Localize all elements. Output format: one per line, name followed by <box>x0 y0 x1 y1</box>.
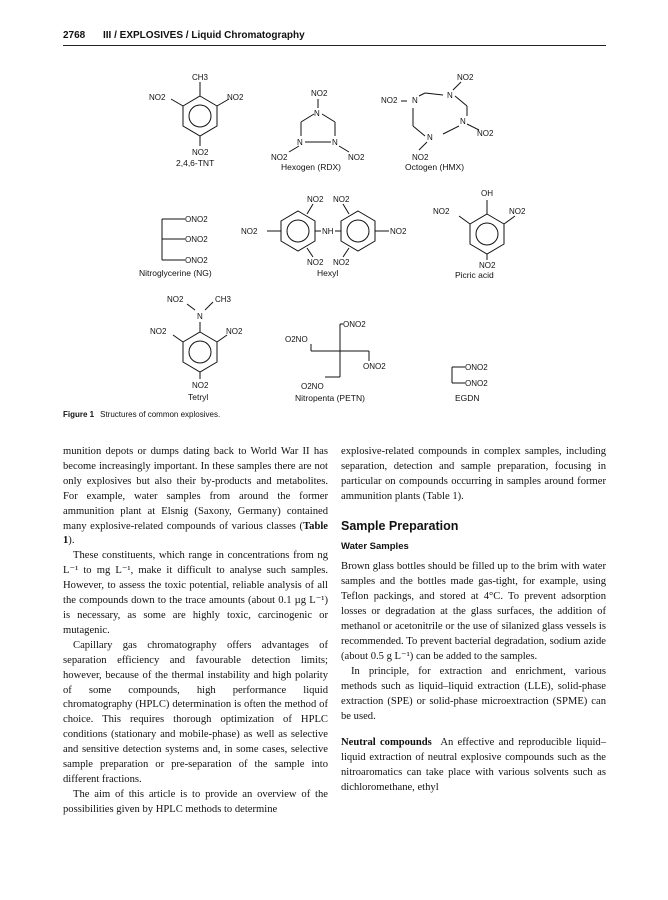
picric-label: Picric acid <box>455 270 494 280</box>
picric-structure <box>433 189 526 280</box>
svg-text:N: N <box>314 109 320 118</box>
svg-text:NO2: NO2 <box>390 227 407 236</box>
paragraph: These constituents, which range in concentrations from ng L⁻¹ to mg L⁻¹, make it difficult to analyse such samples. However, to assess the toxic potential, reliable analysis of all the compounds down to the trace amounts (about 0.1 µg L⁻¹) is necessary, as some are highly toxic, carcinogenic or mutagenic. <box>63 550 328 636</box>
svg-text:ONO2: ONO2 <box>465 363 488 372</box>
rdx-structure <box>271 89 365 172</box>
svg-text:N: N <box>427 133 433 142</box>
tnt-label: 2,4,6-TNT <box>176 158 215 168</box>
svg-text:NO2: NO2 <box>150 327 167 336</box>
svg-text:NO2: NO2 <box>241 227 258 236</box>
svg-text:ONO2: ONO2 <box>185 256 208 265</box>
svg-text:NO2: NO2 <box>226 327 243 336</box>
paragraph: explosive-related compounds in complex samples, including separation, detection and sample preparation, focusing in particular on compounds occurring in samples around former ammunition plants (Table 1). <box>341 446 606 502</box>
hexyl-label: Hexyl <box>317 268 339 278</box>
tnt-ch3: CH3 <box>192 73 209 82</box>
paragraph: In principle, for extraction and enrichment, various methods such as liquid–liquid extraction (LLE), solid-phase extraction (SPE) or solid-phase microextraction (SPME) can be used. <box>341 665 606 722</box>
svg-text:NO2: NO2 <box>348 153 365 162</box>
petn-structure <box>285 320 386 403</box>
caption-text: Structures of common explosives. <box>100 410 221 419</box>
subsection-heading: Water Samples <box>341 540 409 552</box>
run-in-heading: Neutral compounds <box>341 737 432 749</box>
header-rule <box>63 45 606 46</box>
table-ref-link[interactable]: Table 1 <box>63 520 328 547</box>
svg-text:ONO2: ONO2 <box>465 379 488 388</box>
svg-text:NO2: NO2 <box>333 195 350 204</box>
svg-text:NO2: NO2 <box>333 258 350 267</box>
rdx-label: Hexogen (RDX) <box>281 162 341 172</box>
caption-label: Figure 1 <box>63 410 95 419</box>
paragraph: Brown glass bottles should be filled up to the brim with water samples and the bottles made gas-tight, for example, using Teflon packings, and stored at 4°C. To prevent adsorption losses or degradation at the glass surfaces, the addition of methanol or acetonitrile or the use of silanized glass vessels is recommended. To prevent bacterial degradation, sodium azide (about 0.5 g L⁻¹) can be added to the samples. <box>341 561 606 662</box>
svg-text:NO2: NO2 <box>479 261 496 270</box>
right-column <box>341 445 606 796</box>
paragraph: Capillary gas chromatography offers advantages of separation efficiency and favourable detection limits; however, because of the thermal instability and high polarity of some compounds, high performance liquid chromatography (HPLC) determination is often the method of choice. This requires thorough optimization of HPLC conditions (stationary and mobile-phase) as well as selective and sensitive detection systems and, in some cases, selective sample preparation or pre-separation of the sample into different fractions. <box>63 639 328 785</box>
svg-text:ONO2: ONO2 <box>185 215 208 224</box>
egdn-label: EGDN <box>455 393 480 403</box>
svg-text:N: N <box>332 138 338 147</box>
svg-text:NO2: NO2 <box>433 207 450 216</box>
hmx-label: Octogen (HMX) <box>405 162 465 172</box>
svg-text:ONO2: ONO2 <box>363 362 386 371</box>
ng-label: Nitroglycerine (NG) <box>139 268 212 278</box>
egdn-structure <box>452 363 488 403</box>
figure-caption <box>63 410 220 419</box>
figure-1 <box>63 56 606 416</box>
petn-label: Nitropenta (PETN) <box>295 393 365 403</box>
svg-text:NO2: NO2 <box>271 153 288 162</box>
svg-text:N: N <box>297 138 303 147</box>
hmx-structure <box>381 73 494 172</box>
hexyl-structure <box>241 195 407 278</box>
svg-text:NO2: NO2 <box>307 258 324 267</box>
svg-text:NO2: NO2 <box>477 129 494 138</box>
section-title: III / EXPLOSIVES / Liquid Chromatography <box>103 30 305 41</box>
chemical-structures <box>63 56 606 406</box>
svg-text:N: N <box>460 117 466 126</box>
svg-text:NO2: NO2 <box>311 89 328 98</box>
svg-text:NO2: NO2 <box>381 96 398 105</box>
left-column <box>63 445 328 818</box>
svg-text:ONO2: ONO2 <box>343 320 366 329</box>
svg-text:NO2: NO2 <box>412 153 429 162</box>
ng-structure <box>139 215 212 278</box>
svg-text:NO2: NO2 <box>167 295 184 304</box>
svg-text:NO2: NO2 <box>307 195 324 204</box>
svg-text:NH: NH <box>322 227 334 236</box>
svg-text:NO2: NO2 <box>509 207 526 216</box>
svg-text:ONO2: ONO2 <box>185 235 208 244</box>
svg-text:N: N <box>197 312 203 321</box>
page-number: 2768 <box>63 30 86 41</box>
svg-text:N: N <box>412 96 418 105</box>
tnt-no2-right: NO2 <box>227 93 244 102</box>
tnt-no2-bottom: NO2 <box>192 148 209 157</box>
tnt-structure <box>149 73 244 168</box>
running-header <box>63 30 606 48</box>
paragraph: munition depots or dumps dating back to World War II has become increasingly important. In these samples there are not only explosives but also their by-products and metabolites. For example, water samples from around the former ammunition plant at Elsnig (Saxony, Germany) contained many explosive-related compounds of various classes (Table 1). <box>63 446 328 547</box>
svg-text:N: N <box>447 91 453 100</box>
svg-text:NO2: NO2 <box>457 73 474 82</box>
section-heading: Sample Preparation <box>341 518 459 533</box>
svg-text:O2NO: O2NO <box>285 335 308 344</box>
svg-text:O2NO: O2NO <box>301 382 324 391</box>
tetryl-structure <box>150 295 243 402</box>
paragraph: Neutral compounds An effective and reproducible liquid–liquid extraction of neutral explosive compounds such as the nitroaromatics can take place with various solvents such as dichloromethane, ethyl <box>341 737 606 794</box>
tetryl-label: Tetryl <box>188 392 209 402</box>
svg-text:NO2: NO2 <box>192 381 209 390</box>
tnt-no2-left: NO2 <box>149 93 166 102</box>
paragraph: The aim of this article is to provide an overview of the possibilities given by HPLC methods to determine <box>63 788 328 815</box>
svg-text:OH: OH <box>481 189 493 198</box>
svg-text:CH3: CH3 <box>215 295 232 304</box>
